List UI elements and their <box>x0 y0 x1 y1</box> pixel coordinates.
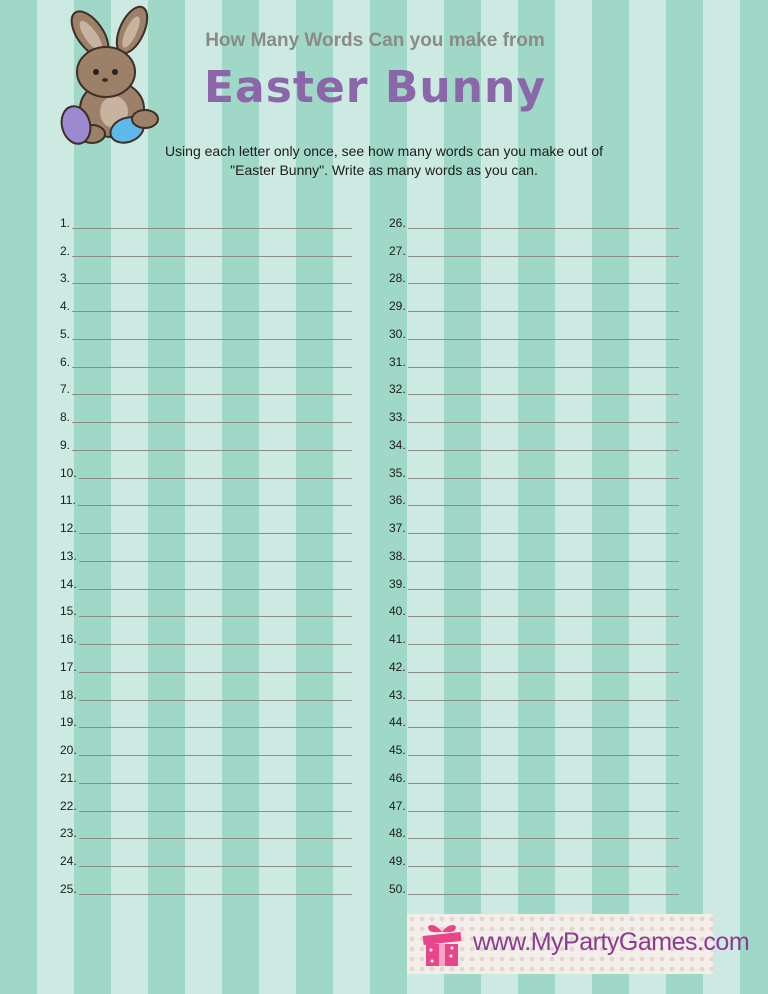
answer-number: 19. <box>60 715 77 730</box>
answer-number: 32. <box>389 382 406 397</box>
answer-line[interactable] <box>78 505 352 506</box>
answer-line[interactable] <box>408 450 679 451</box>
answer-row <box>60 731 352 759</box>
answer-number: 20. <box>60 743 77 757</box>
answer-line[interactable] <box>408 478 679 479</box>
answer-number: 4. <box>60 299 71 313</box>
answer-row <box>60 620 352 648</box>
answer-number: 16. <box>60 632 77 646</box>
answer-number: 44. <box>389 715 406 730</box>
answer-row <box>60 759 352 787</box>
answer-row <box>60 482 352 510</box>
page-title: Easter Bunny <box>203 62 547 113</box>
answer-row <box>389 815 679 843</box>
answer-row <box>60 204 352 232</box>
answer-number: 23. <box>60 826 77 841</box>
answer-column-left <box>60 204 360 898</box>
answer-number: 18. <box>60 687 77 702</box>
answer-line[interactable] <box>79 838 352 839</box>
answer-line[interactable] <box>79 866 352 867</box>
answer-row <box>389 371 679 399</box>
answer-line[interactable] <box>408 422 679 423</box>
answer-number: 7. <box>60 382 71 397</box>
answer-row <box>389 509 679 537</box>
answer-number: 41. <box>389 632 406 646</box>
answer-line[interactable] <box>79 644 352 645</box>
answer-number: 17. <box>60 659 77 674</box>
answer-line[interactable] <box>72 394 352 395</box>
bunny-illustration <box>52 4 182 146</box>
answer-line[interactable] <box>408 589 679 590</box>
answer-line[interactable] <box>72 283 352 284</box>
answer-line[interactable] <box>72 256 352 257</box>
answer-number: 11. <box>60 493 76 508</box>
answer-row <box>389 759 679 787</box>
answer-row <box>60 398 352 426</box>
answer-line[interactable] <box>79 561 352 562</box>
answer-row <box>389 287 679 315</box>
answer-number: 48. <box>389 826 406 841</box>
answer-line[interactable] <box>408 256 679 257</box>
answer-number: 15. <box>60 604 77 619</box>
answer-number: 38. <box>389 548 406 563</box>
answer-line[interactable] <box>408 367 679 368</box>
answer-line[interactable] <box>408 339 679 340</box>
answer-row <box>60 815 352 843</box>
answer-line[interactable] <box>408 894 679 895</box>
answer-row <box>389 426 679 454</box>
answer-row <box>389 454 679 482</box>
website-banner <box>407 914 750 974</box>
answer-line[interactable] <box>408 838 679 839</box>
answer-row <box>60 343 352 371</box>
answer-row <box>389 704 679 732</box>
answer-row <box>60 842 352 870</box>
answer-number: 12. <box>60 521 77 535</box>
answer-number: 10. <box>60 465 77 480</box>
answer-line[interactable] <box>79 533 352 534</box>
answer-row <box>389 787 679 815</box>
answer-line[interactable] <box>72 367 352 368</box>
answer-number: 25. <box>60 881 77 896</box>
answer-row <box>60 676 352 704</box>
answer-number: 13. <box>60 548 77 563</box>
answer-number: 14. <box>60 576 77 591</box>
answer-line[interactable] <box>408 311 679 312</box>
answer-number: 39. <box>389 576 406 591</box>
answer-row <box>389 870 679 898</box>
answer-line[interactable] <box>408 561 679 562</box>
answer-row <box>60 648 352 676</box>
answer-row <box>389 593 679 621</box>
instructions-line-1: Using each letter only once, see how many words can you make out of <box>164 143 604 159</box>
answer-number: 34. <box>389 437 406 452</box>
answer-number: 9. <box>60 437 71 452</box>
answer-row <box>389 731 679 759</box>
answer-number: 36. <box>389 493 406 508</box>
answer-line[interactable] <box>408 394 679 395</box>
answer-row <box>389 648 679 676</box>
answer-number: 31. <box>389 354 406 369</box>
answer-line[interactable] <box>408 866 679 867</box>
answer-line[interactable] <box>408 533 679 534</box>
answer-row <box>389 343 679 371</box>
instructions <box>104 142 664 180</box>
answer-line[interactable] <box>79 894 352 895</box>
answer-line[interactable] <box>408 783 679 784</box>
answer-line[interactable] <box>79 783 352 784</box>
gift-box-icon <box>417 920 467 970</box>
answer-line[interactable] <box>72 339 352 340</box>
answer-line[interactable] <box>408 228 679 229</box>
answer-row <box>60 593 352 621</box>
answer-number: 37. <box>389 521 406 535</box>
answer-number: 26. <box>389 215 406 230</box>
answer-line[interactable] <box>408 283 679 284</box>
answer-line[interactable] <box>79 672 352 673</box>
answer-line[interactable] <box>408 505 679 506</box>
answer-row <box>60 232 352 260</box>
answer-number: 30. <box>389 326 406 341</box>
answer-line[interactable] <box>79 755 352 756</box>
answer-line[interactable] <box>79 727 352 728</box>
answer-row <box>60 260 352 288</box>
answer-number: 43. <box>389 687 406 702</box>
answer-number: 47. <box>389 798 406 813</box>
answer-number: 49. <box>389 854 406 868</box>
answer-number: 2. <box>60 243 71 258</box>
answer-line[interactable] <box>79 589 352 590</box>
answer-line[interactable] <box>79 616 352 617</box>
answer-row <box>60 371 352 399</box>
answer-line[interactable] <box>72 422 352 423</box>
answer-row <box>60 287 352 315</box>
answer-number: 40. <box>389 604 406 619</box>
answer-row <box>389 842 679 870</box>
answer-row <box>389 315 679 343</box>
answer-line[interactable] <box>408 700 679 701</box>
answer-number: 35. <box>389 465 406 480</box>
answer-row <box>60 454 352 482</box>
answer-row <box>60 509 352 537</box>
answer-line[interactable] <box>72 450 352 451</box>
answer-number: 42. <box>389 659 406 674</box>
answer-number: 3. <box>60 271 71 286</box>
answer-row <box>389 204 679 232</box>
answer-number: 24. <box>60 854 77 868</box>
answer-row <box>60 315 352 343</box>
answer-row <box>60 870 352 898</box>
answer-number: 50. <box>389 881 406 896</box>
answer-row <box>60 565 352 593</box>
answer-row <box>389 537 679 565</box>
answer-number: 29. <box>389 299 406 313</box>
answer-number: 1. <box>60 215 71 230</box>
answer-row <box>389 565 679 593</box>
answer-line[interactable] <box>408 672 679 673</box>
answer-row <box>389 482 679 510</box>
answer-number: 21. <box>60 770 77 785</box>
answer-number: 33. <box>389 410 406 424</box>
answer-line[interactable] <box>408 616 679 617</box>
answer-number: 22. <box>60 798 77 813</box>
answer-number: 46. <box>389 770 406 785</box>
answer-line[interactable] <box>79 700 352 701</box>
answer-row <box>60 704 352 732</box>
answer-column-right <box>389 204 689 898</box>
answer-row <box>389 676 679 704</box>
instructions-line-2: "Easter Bunny". Write as many words as you can. <box>230 162 538 178</box>
answer-number: 45. <box>389 743 406 757</box>
answer-line[interactable] <box>408 755 679 756</box>
answer-line[interactable] <box>72 311 352 312</box>
answer-number: 27. <box>389 243 406 258</box>
website-link[interactable]: www.MyPartyGames.com <box>473 928 750 956</box>
answer-row <box>389 398 679 426</box>
answer-number: 6. <box>60 354 71 369</box>
answer-row <box>389 260 679 288</box>
answer-row <box>389 232 679 260</box>
answer-row <box>389 620 679 648</box>
answer-line[interactable] <box>408 644 679 645</box>
answer-row <box>60 537 352 565</box>
answer-row <box>60 426 352 454</box>
answer-line[interactable] <box>408 727 679 728</box>
answer-line[interactable] <box>79 811 352 812</box>
answer-number: 28. <box>389 271 406 286</box>
answer-line[interactable] <box>79 478 352 479</box>
answer-line[interactable] <box>72 228 352 229</box>
answer-number: 5. <box>60 326 71 341</box>
answer-line[interactable] <box>408 811 679 812</box>
answer-row <box>60 787 352 815</box>
answer-number: 8. <box>60 410 71 424</box>
subtitle: How Many Words Can you make from <box>205 30 545 51</box>
